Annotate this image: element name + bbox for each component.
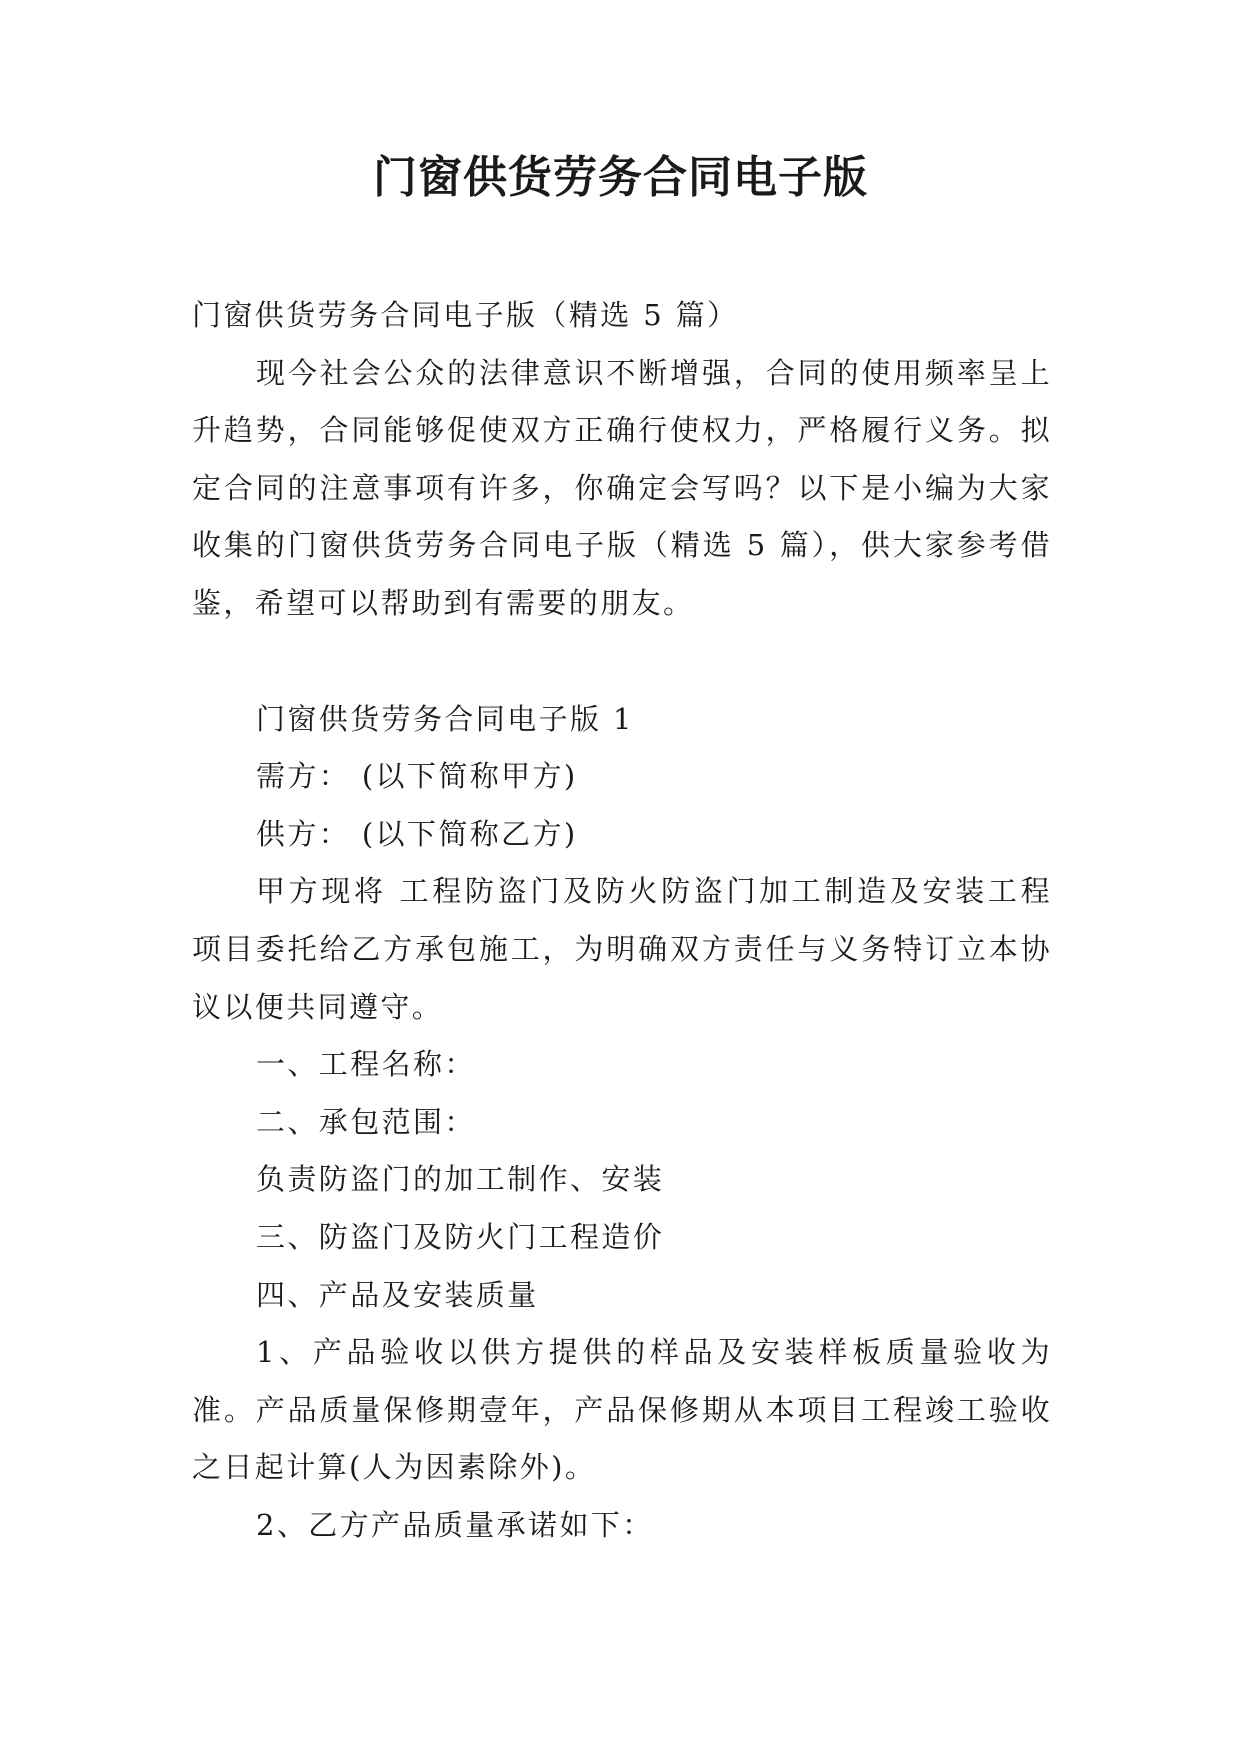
section-heading: 门窗供货劳务合同电子版 1 <box>256 701 634 736</box>
clause-scope: 二、承包范围： <box>256 1104 476 1139</box>
document-body <box>192 287 1052 1554</box>
party-a-line: 需方： (以下简称甲方) <box>256 759 578 794</box>
paragraph-gap <box>192 633 1052 691</box>
clause-quality-item-1: 1、产品验收以供方提供的样品及安装样板质量验收为准。产品质量保修期壹年，产品保修期从本项目工程竣工验收之日起计算(人为因素除外)。 <box>192 1335 1052 1485</box>
clause-cost: 三、防盗门及防火门工程造价 <box>256 1219 665 1254</box>
clause-quality: 四、产品及安装质量 <box>256 1277 539 1312</box>
document-subtitle: 门窗供货劳务合同电子版（精选 5 篇） <box>192 298 739 332</box>
clause-quality-item-2: 2、乙方产品质量承诺如下： <box>256 1507 654 1542</box>
clause-scope-body: 负责防盗门的加工制作、安装 <box>256 1162 665 1197</box>
intro-paragraph: 现今社会公众的法律意识不断增强，合同的使用频率呈上升趋势，合同能够促使双方正确行使权力，严格履行义务。拟定合同的注意事项有许多，你确定会写吗？以下是小编为大家收集的门窗供货劳务合同电子版（精选 5 篇），供大家参考借鉴，希望可以帮助到有需要的朋友。 <box>192 355 1052 620</box>
preamble-paragraph: 甲方现将 工程防盗门及防火防盗门加工制造及安装工程项目委托给乙方承包施工，为明确双方责任与义务特订立本协议以便共同遵守。 <box>192 874 1052 1024</box>
document-title: 门窗供货劳务合同电子版 <box>373 152 868 203</box>
clause-project-name: 一、工程名称： <box>256 1047 476 1082</box>
party-b-line: 供方： (以下简称乙方) <box>256 816 578 851</box>
